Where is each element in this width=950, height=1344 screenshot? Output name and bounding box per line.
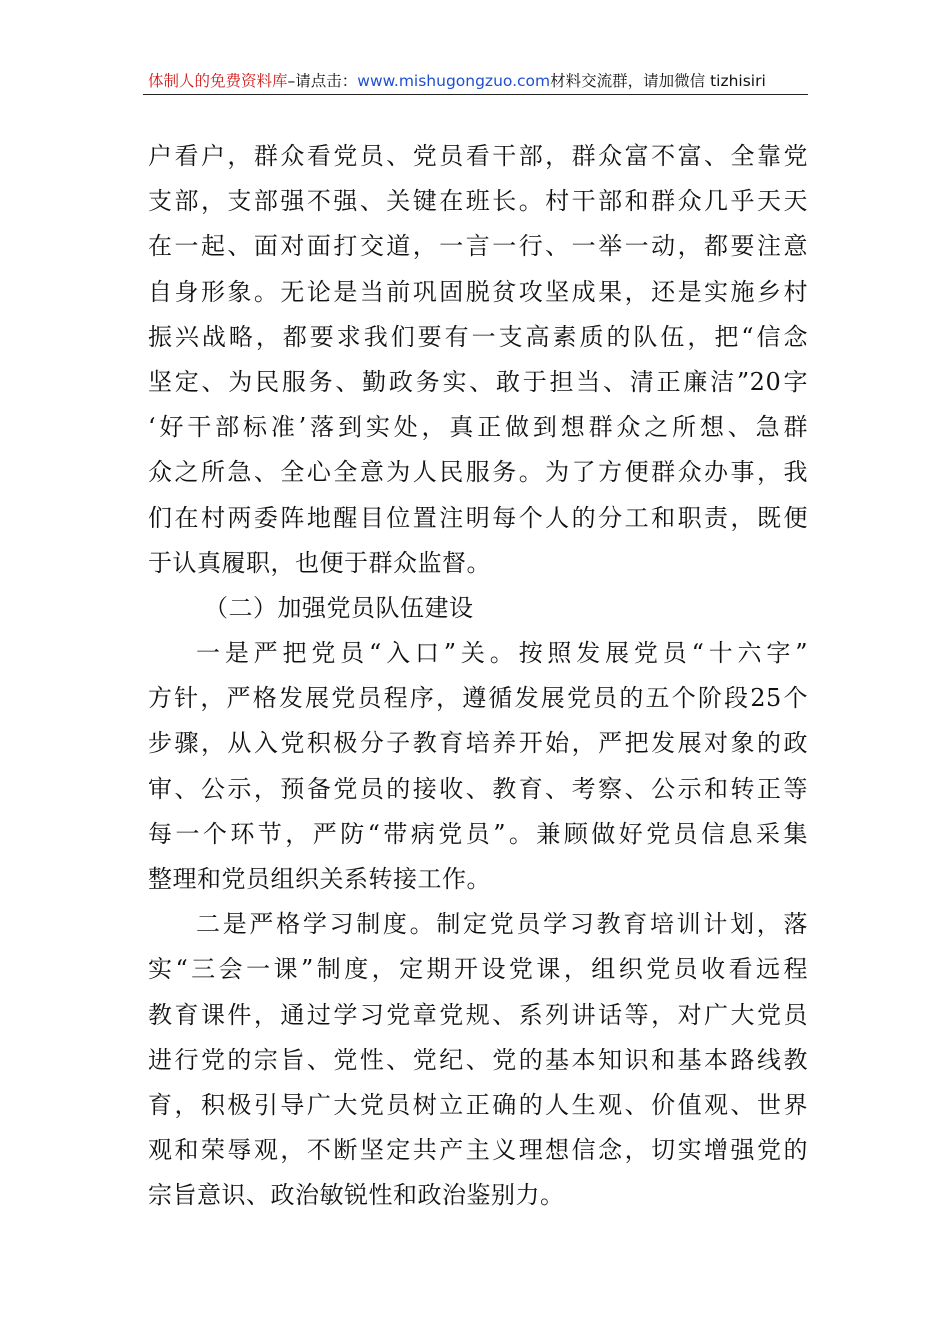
paragraph-2 [148,631,808,902]
text-line: 育，积极引导广大党员树立正确的人生观、价值观、世界 [148,1090,808,1119]
text-line: 在一起、面对面打交道，一言一行、一举一动，都要注意 [148,232,808,261]
text-line: 实“三会一课”制度，定期开设党课，组织党员收看远程 [148,955,808,984]
text-line: 户看户，群众看党员、党员看干部，群众富不富、全靠党 [148,142,808,170]
text-line: 众之所急、全心全意为人民服务。为了方便群众办事，我 [148,458,808,487]
document-body [148,134,808,1219]
text-line: 每一个环节，严防“带病党员”。兼顾做好党员信息采集 [148,819,808,848]
text-line: 们在村两委阵地醒目位置注明每个人的分工和职责，既便 [148,503,808,532]
header-divider [143,94,808,95]
text-line: 二是严格学习制度。制定党员学习教育培训计划，落 [196,910,808,939]
header-suffix: 材料交流群，请加微信 tizhisiri [550,72,766,90]
text-line: 支部，支部强不强、关键在班长。村干部和群众几乎天天 [148,187,808,216]
page-header [148,68,808,94]
header-brand: 体制人的免费资料库 [148,72,288,90]
header-prefix: –请点击： [287,72,358,90]
text-line: 一是严把党员“入口”关。按照发展党员“十六字” [196,639,808,668]
text-line: 方针，严格发展党员程序，遵循发展党员的五个阶段25个 [148,684,808,713]
text-line: 观和荣辱观，不断坚定共产主义理想信念，切实增强党的 [148,1136,808,1165]
text-line: 步骤，从入党积极分子教育培养开始，严把发展对象的政 [148,729,808,758]
header-url-link[interactable]: www.mishugongzuo.com [357,72,551,90]
text-line: 审、公示，预备党员的接收、教育、考察、公示和转正等 [148,774,808,803]
text-line: ‘好干部标准’落到实处，真正做到想群众之所想、急群 [148,413,808,442]
text-line: 振兴战略，都要求我们要有一支高素质的队伍，把“信念 [148,322,808,351]
text-line: 坚定、为民服务、勤政务实、敢于担当、清正廉洁”20字 [148,367,808,396]
text-line: 教育课件，通过学习党章党规、系列讲话等，对广大党员 [148,1000,808,1029]
text-line: 于认真履职，也便于群众监督。 [148,548,491,577]
text-line: 整理和党员组织关系转接工作。 [148,865,491,893]
section-heading: （二）加强党员队伍建设 [204,593,474,622]
text-line: 自身形象。无论是当前巩固脱贫攻坚成果，还是实施乡村 [148,277,808,306]
text-line: 宗旨意识、政治敏锐性和政治鉴别力。 [148,1181,565,1210]
text-line: 进行党的宗旨、党性、党纪、党的基本知识和基本路线教 [148,1045,808,1074]
paragraph-3 [148,902,808,1218]
paragraph-1 [148,134,808,586]
